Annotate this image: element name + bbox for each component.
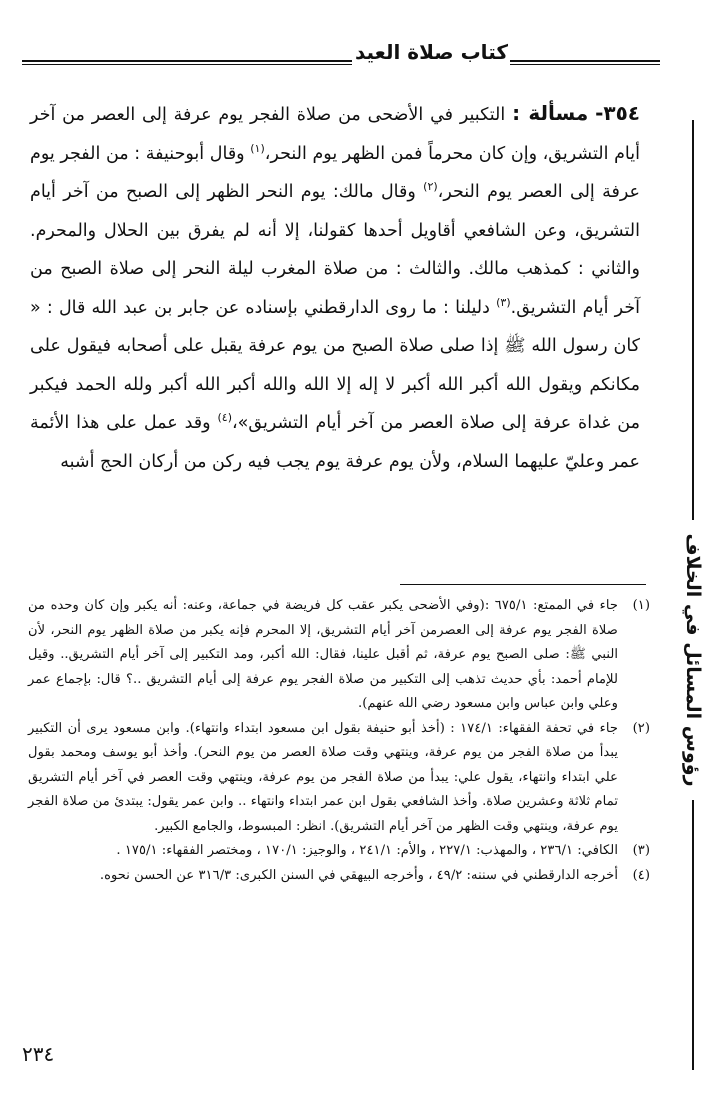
footnote-text: أخرجه الدارقطني في سننه: ٤٩/٢ ، وأخرجه البيهقي في السنن الكبرى: ٣١٦/٣ عن الحسن نحوه. — [99, 867, 618, 883]
footnote — [28, 839, 650, 864]
footnote — [28, 594, 650, 717]
issue-paragraph — [30, 94, 640, 481]
footnotes — [28, 594, 650, 888]
footnote-separator — [400, 584, 646, 585]
footnote-ref-3: (٣) — [496, 295, 511, 309]
issue-label: مسألة : — [512, 101, 589, 125]
issue-text-1: التكبير في الأضحى من صلاة الفجر يوم عرفة إلى العصر من آخر أيام التشريق، وإن كان محرماً فمن الظهر يوم النحر، — [30, 105, 640, 164]
page-number: ٢٣٤ — [22, 1042, 55, 1066]
footnote-text: الكافي: ٢٣٦/١ ، والمهذب: ٢٢٧/١ ، والأم: ٢٤١/١ ، والوجيز: ١٧٠/١ ، ومختصر الفقهاء: ١٧٥/١ . — [116, 843, 618, 858]
side-running-title — [676, 110, 716, 1070]
side-rule-bottom — [692, 800, 694, 1070]
issue-number: ٣٥٤- — [595, 101, 641, 125]
footnote-ref-4: (٤) — [217, 411, 233, 425]
issue-text-3: وقال مالك: يوم النحر الظهر إلى الصبح من آخر أيام التشريق، وعن الشافعي أقاويل أحدها كقولنا، إلا أنه لم يفرق بين الحلال والمحرم. والثاني : كمذهب مالك. والثالث : من صلاة المغرب ليلة النحر إلى صلاة الصبح من آخر أيام التشريق. — [30, 182, 640, 318]
header-rule-left — [22, 60, 352, 65]
footnote — [28, 864, 650, 889]
footnote-number: (٢) — [632, 720, 650, 736]
book-title: رؤوس المسائل في الخلاف — [682, 533, 704, 787]
footnote-number: (١) — [632, 598, 650, 613]
side-title — [674, 533, 712, 787]
issue-text-2: وقال أبوحنيفة : من الفجر يوم عرفة إلى العصر يوم النحر، — [30, 143, 640, 202]
issue-body — [30, 94, 640, 481]
footnote-number: (٤) — [632, 867, 650, 883]
footnote-text: جاء في تحفة الفقهاء: ١٧٤/١ : (أخذ أبو حنيفة بقول ابن مسعود ابتداء وانتهاء). وابن مسعود يرى أن التكبير يبدأ من صلاة الفجر من يوم عرفة، وينتهي وقت صلاة العصر من يوم النحر). وأخذ أبو يوسف ومحمد بقول علي ابتداء وانتهاء، يقول علي: يبدأ من صلاة الفجر من يوم عرفة، وينتهي وقت العصر في آخر أيام التشريق تمام ثلاثة وعشرين صلاة. وأخذ الشافعي بقول ابن عمر ابتداء وانتهاء .. وابن عمر يقول: يبتدئ من صلاة الفجر يوم عرفة، وينتهي وقت الظهر من آخر أيام التشريق). انظر: المبسوط، والجامع الكبير. — [28, 720, 619, 834]
footnote-ref-1: (١) — [250, 141, 265, 155]
footnote-number: (٣) — [632, 843, 650, 858]
issue-text-4: دليلنا : ما روى الدارقطني بإسناده عن جابر بن عبد الله قال : « كان رسول الله ﷺ إذا صلى صلاة الصبح من يوم عرفة يقبل على أصحابه فيقول على مكانكم ويقول الله أكبر الله أكبر لا إله إلا الله والله أكبر الله أكبر ولله الحمد فيكبر من غداة عرفة إلى صلاة العصر من آخر أيام التشريق»، — [30, 297, 640, 433]
side-rule-top — [692, 120, 694, 520]
footnote-ref-2: (٢) — [423, 180, 438, 194]
header-rule-right — [510, 60, 660, 65]
chapter-title: كتاب صلاة العيد — [354, 40, 508, 64]
issue-text-5: وقد عمل على هذا الأئمة عمر وعليّ عليهما السلام، ولأن يوم عرفة يوم يجب فيه ركن من أركان الحج أشبه — [30, 413, 640, 472]
footnote-text: جاء في الممتع: ٦٧٥/١ :(وفي الأضحى يكبر عقب كل فريضة في جماعة، وعنه: أنه يكبر وإن كان وحده من صلاة الفجر يوم عرفة إلى العصرمن آخر أيام التشريق، إلا المحرم فإنه يكبر من صلاة الظهر يوم النحر، لأن النبي ﷺ: صلى الصبح يوم عرفة، ثم أقبل علينا، فقال: الله أكبر، ومد التكبير إلى آخر أيام التشريق.. وقيل للإمام أحمد: بأي حديث تذهب إلى التكبير من صلاة الفجر يوم عرفة إلى أيام التشريق ..؟ قال: بإجماع عمر وعلي وابن عباس وابن مسعود رضي الله عنهم). — [28, 598, 618, 711]
footnote — [28, 717, 650, 840]
running-header — [22, 38, 660, 72]
